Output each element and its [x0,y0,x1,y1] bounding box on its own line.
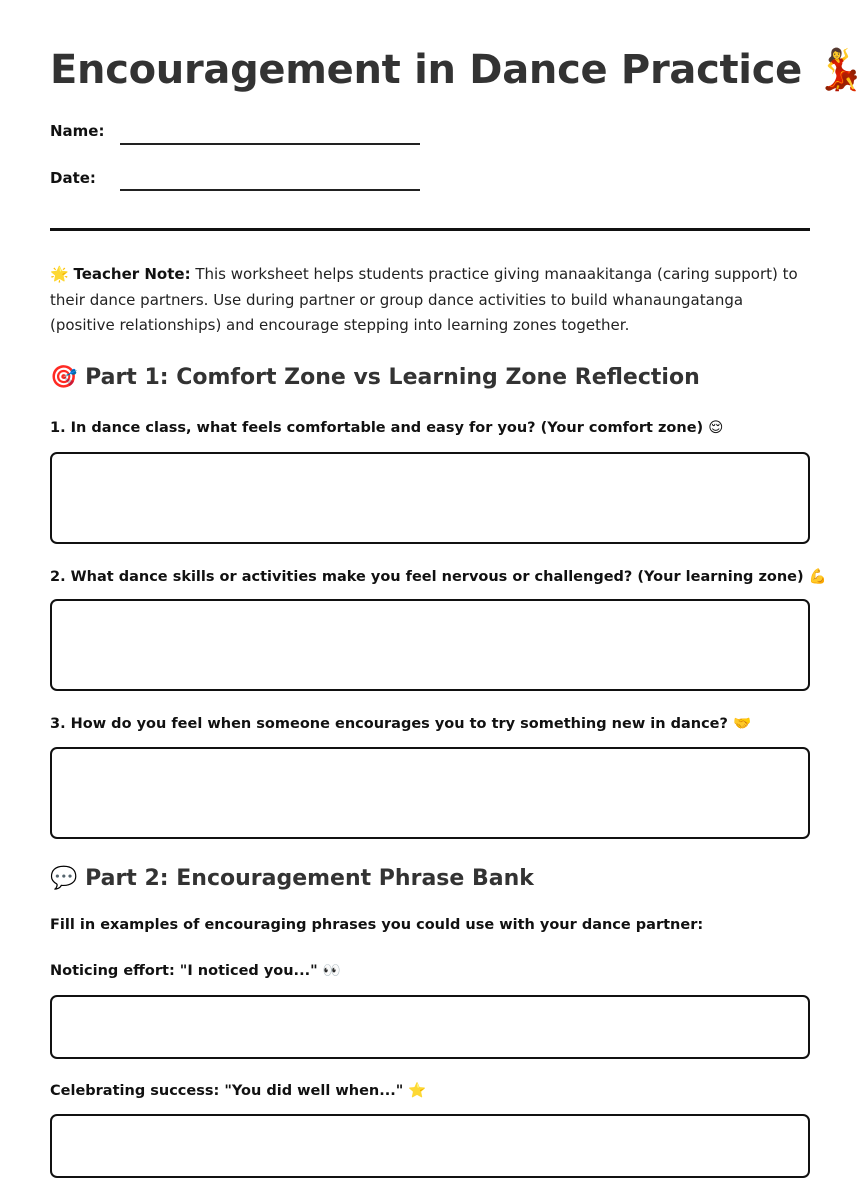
answer-box-2[interactable] [50,599,810,691]
part1-heading [50,365,700,390]
name-field[interactable] [120,143,420,145]
header-divider [50,228,810,231]
prompt-celebrating-success [50,1082,426,1099]
phrase-box-2[interactable] [50,1114,810,1178]
part2-heading [50,866,534,891]
teacher-note [50,262,810,339]
teacher-note-text: This worksheet helps students practice giving manaakitanga (caring support) to their dance partners. Use during partner or group dance activities to build whanaungatanga (positive relationships) and encourage stepping into learning zones together. [50,265,798,334]
date-field[interactable] [120,189,420,191]
question-1 [50,420,723,436]
star-emoji-icon: ⭐ [408,1083,427,1099]
speech-bubble-icon: 💬 [50,866,78,891]
part1-heading-text: Part 1: Comfort Zone vs Learning Zone Reflection [85,365,700,390]
question-1-text: 1. In dance class, what feels comfortable and easy for you? (Your comfort zone) [50,420,704,436]
part2-heading-text: Part 2: Encouragement Phrase Bank [85,866,534,891]
handshake-icon: 🤝 [733,716,752,732]
question-2-text: 2. What dance skills or activities make you feel nervous or challenged? (Your learning zone) [50,569,804,585]
prompt-2-text: Celebrating success: "You did well when..." [50,1083,404,1099]
page-title [50,46,865,93]
prompt-noticing-effort [50,962,341,979]
part2-instruction: Fill in examples of encouraging phrases you could use with your dance partner: [50,917,704,933]
date-label: Date: [50,169,96,187]
phrase-box-1[interactable] [50,995,810,1059]
page-title-text: Encouragement in Dance Practice [50,47,802,93]
flexed-arm-icon: 💪 [808,569,827,585]
answer-box-3[interactable] [50,747,810,839]
star-icon: 🌟 [50,265,69,283]
teacher-note-label: Teacher Note: [73,265,191,283]
relieved-face-icon: 😌 [708,420,724,436]
prompt-1-text: Noticing effort: "I noticed you..." [50,963,318,979]
dancer-icon: 💃 [815,47,865,93]
answer-box-1[interactable] [50,452,810,544]
question-3 [50,715,751,732]
question-2 [50,568,827,585]
target-icon: 🎯 [50,365,78,390]
question-3-text: 3. How do you feel when someone encourages you to try something new in dance? [50,716,728,732]
eyes-icon: 👀 [322,963,341,979]
name-label: Name: [50,122,105,140]
